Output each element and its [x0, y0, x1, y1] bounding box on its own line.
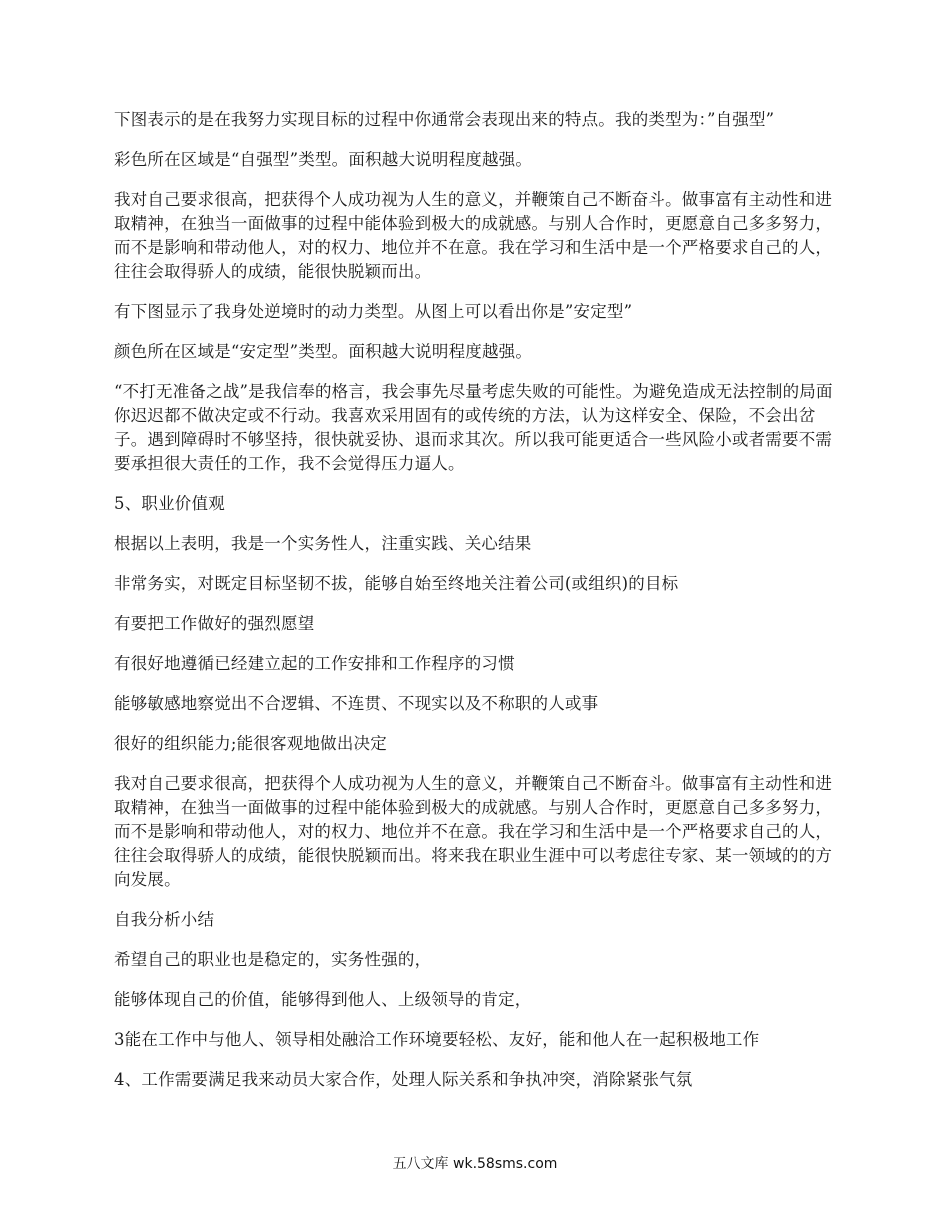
paragraph-strong-desire: 有要把工作做好的强烈愿望	[114, 614, 315, 633]
paragraph-self-value: 能够体现自己的价值，能够得到他人、上级领导的肯定，	[114, 990, 532, 1009]
section-heading-career-values: 5、职业价值观	[114, 494, 225, 513]
paragraph-item-3-harmony: 3能在工作中与他人、领导相处融洽工作环境要轻松、友好，能和他人在一起积极地工作	[114, 1030, 760, 1049]
paragraph-item-4-cooperation: 4、工作需要满足我来动员大家合作，处理人际关系和争执冲突，消除紧张气氛	[114, 1070, 693, 1089]
paragraph-adversity-type: 有下图显示了我身处逆境时的动力类型。从图上可以看出你是”安定型”	[114, 302, 633, 321]
section-heading-self-analysis-summary: 自我分析小结	[114, 910, 215, 929]
paragraph-self-driven-description: 我对自己要求很高，把获得个人成功视为人生的意义，并鞭策自己不断奋斗。做事富有主动性和进取精神，在独当一面做事的过程中能体验到极大的成就感。与别人合作时，更愿意自己多多努力，而不是影响和带动他人，对的权力、地位并不在意。我在学习和生活中是一个严格要求自己的人，往往会取得骄人的成绩，能很快脱颖而出。	[114, 190, 833, 281]
paragraph-stable-career: 希望自己的职业也是稳定的，实务性强的，	[114, 950, 432, 969]
paragraph-organizing-ability: 很好的组织能力;能很客观地做出决定	[114, 734, 387, 753]
paragraph-practical-person: 根据以上表明，我是一个实务性人，注重实践、关心结果	[114, 534, 532, 553]
paragraph-pragmatic: 非常务实，对既定目标坚韧不拔，能够自始至终地关注着公司(或组织)的目标	[114, 574, 679, 593]
paragraph-colored-area-stable: 颜色所在区域是“安定型”类型。面积越大说明程度越强。	[114, 342, 533, 361]
paragraph-follow-procedures: 有很好地遵循已经建立起的工作安排和工作程序的习惯	[114, 654, 515, 673]
paragraph-colored-area-self-driven: 彩色所在区域是“自强型”类型。面积越大说明程度越强。	[114, 150, 533, 169]
document-body	[114, 108, 844, 1108]
paragraph-stable-description: “不打无准备之战”是我信奉的格言，我会事先尽量考虑失败的可能性。为避免造成无法控制的局面你迟迟都不做决定或不行动。我喜欢采用固有的或传统的方法，认为这样安全、保险，不会出岔子。遇到障碍时不够坚持，很快就妥协、退而求其次。所以我可能更适合一些风险小或者需要不需要承担很大责任的工作，我不会觉得压力逼人。	[114, 382, 833, 473]
page-footer-watermark: 五八文库 wk.58sms.com	[392, 1156, 558, 1172]
paragraph-intro-self-driven: 下图表示的是在我努力实现目标的过程中你通常会表现出来的特点。我的类型为：”自强型”	[114, 110, 775, 129]
paragraph-perceptive: 能够敏感地察觉出不合逻辑、不连贯、不现实以及不称职的人或事	[114, 694, 599, 713]
paragraph-career-direction: 我对自己要求很高，把获得个人成功视为人生的意义，并鞭策自己不断奋斗。做事富有主动性和进取精神，在独当一面做事的过程中能体验到极大的成就感。与别人合作时，更愿意自己多多努力，而不是影响和带动他人，对的权力、地位并不在意。我在学习和生活中是一个严格要求自己的人，往往会取得骄人的成绩，能很快脱颖而出。将来我在职业生涯中可以考虑往专家、某一领域的的方向发展。	[114, 774, 833, 889]
